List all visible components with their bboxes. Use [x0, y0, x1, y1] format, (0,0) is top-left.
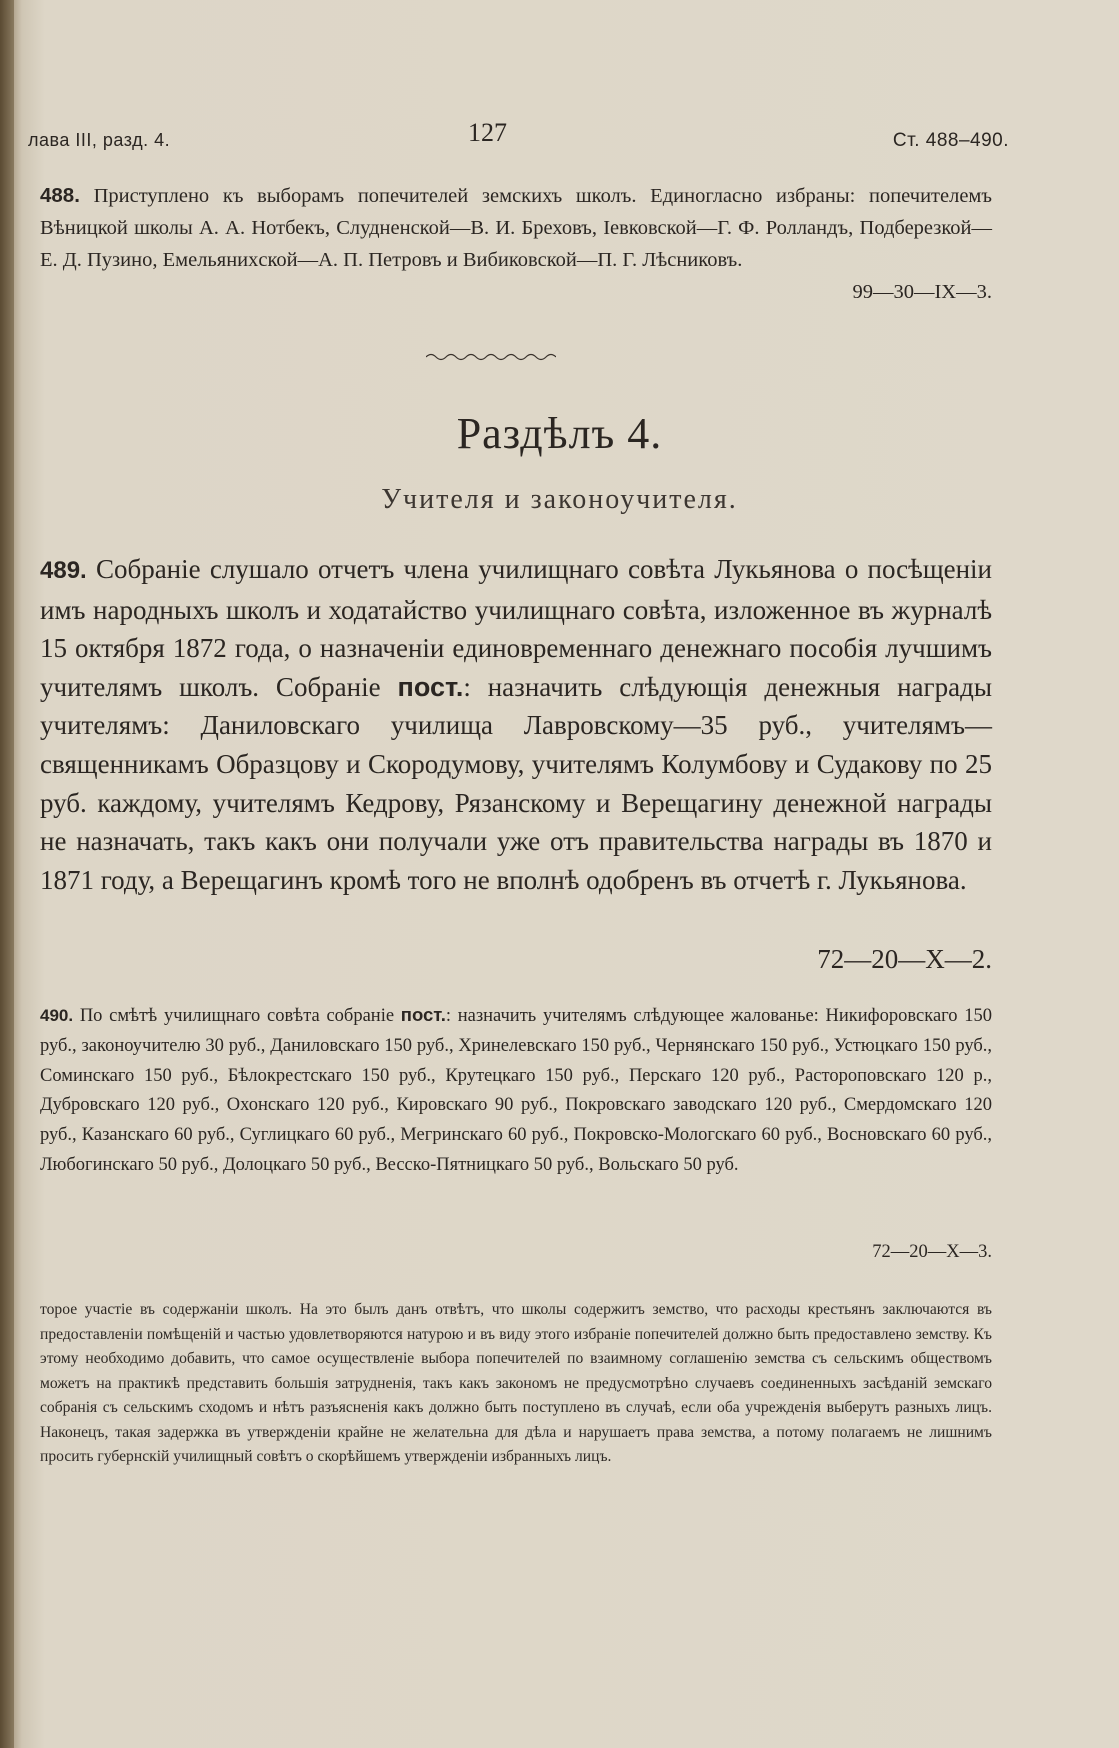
page-number: 127 [468, 118, 507, 147]
resolution-keyword: пост. [400, 1004, 446, 1025]
paragraph-text: Собраніе слушало отчетъ члена училищнаго совѣта Лукьянова о посѣщеніи имъ народныхъ школъ и ходатайство училищнаго совѣта, изложенное въ журналѣ 15 октября 1872 года, о назначеніи единовременнаго денежнаго пособія лучшимъ учителямъ школъ. Собраніе [40, 554, 992, 702]
paragraph-490 [40, 1000, 993, 1262]
paragraph-number: 490. [40, 1006, 74, 1025]
article-range: Ст. 488–490. [892, 130, 1009, 151]
paragraph-text: По смѣтѣ училищнаго совѣта собраніе [79, 1006, 401, 1026]
paragraph-489 [40, 550, 992, 974]
paragraph-number: 488. [40, 184, 80, 207]
paragraph-488 [40, 180, 993, 303]
paragraph-text: Приступлено къ выборамъ попечителей земскихъ школъ. Единогласно избраны: попечителемъ Вѣницкой школы А. А. Нотбекъ, Слудненской—В. И. Бреховъ, Іевковской—Г. Ф. Ролландъ, Подберезкой—Е. Д. Пузино, Емельяниxской—А. П. Петровъ и Вибиковской—П. Г. Лѣсниковъ. [40, 185, 993, 271]
reference-code: 72—20—X—3. [872, 1242, 992, 1262]
chapter-label: лава III, разд. 4. [28, 130, 171, 150]
section-title: Раздѣлъ 4. [456, 409, 663, 458]
section-subtitle: Учителя и законоучителя. [381, 484, 738, 515]
resolution-keyword: пост. [397, 671, 464, 702]
reference-code: 72—20—X—2. [817, 944, 992, 974]
book-spine-edge [0, 0, 14, 1748]
running-head [28, 118, 1009, 158]
paragraph-number: 489. [40, 557, 87, 584]
footnote: торое участіе въ содержаніи школъ. На это былъ данъ отвѣтъ, что школы содержитъ земство, что расходы крестьянъ заключаются въ предоставленіи помѣщеній и частью удовлетворяются натурою и въ виду этого избраніе попечителей должно быть предоставлено земству. Къ этому необходимо добавить, что самое осуществленіе выбора попечителей по взаимному соглашенію земства съ сельскимъ обществомъ можетъ на практикѣ представить большія затрудненія, такъ какъ закономъ не предусмотрѣно случаевъ соединенныхъ засѣданій земскаго собранія съ сельскимъ сходомъ и нѣтъ разъясненія какъ должно быть поступлено въ случаѣ, если оба учрежденія выберутъ разныхъ лицъ. Наконецъ, такая задержка въ утвержденіи крайне не желательна для дѣла и нарушаетъ права земства, а потому полагаемъ не лишнимъ просить губернскій училищный совѣтъ о скорѣйшемъ утвержденіи избранныхъ лицъ. [40, 1301, 992, 1465]
paragraph-text-cont: : назначить слѣдующія денежныя награды учителямъ: Даниловскаго училища Лавровскому—35 руб., учителямъ—священникамъ Образцову и Скородумову, учителямъ Колумбову и Судакову по 25 руб. каждому, учителямъ Кедрову, Рязанскому и Верещагину денежной награды не назначать, такъ какъ они получали уже отъ правительства награды въ 1870 и 1871 году, а Верещагинъ кромѣ того не вполнѣ одобренъ въ отчетѣ г. Лукьянова. [40, 671, 992, 895]
paragraph-text-cont: : назначить учителямъ слѣдующее жалованье: Никифоровскаго 150 руб., законоучителю 30 руб., Даниловскаго 150 руб., Хринелевскаго 150 руб., Чернянскаго 150 руб., Устюцкаго 150 руб., Соминскаго 150 руб., Бѣлокрестскаго 150 руб., Крутецкаго 150 руб., Перскаго 120 руб., Растороповскаго 120 р., Дубровскаго 120 руб., Охонскаго 120 руб., Кировскаго 90 руб., Покровскаго заводскаго 120 руб., Смердомскаго 120 руб., Казанскаго 60 руб., Суглицкаго 60 руб., Мегринскаго 60 руб., Покровско-Мологскаго 60 руб., Восновскаго 60 руб., Любогинскаго 50 руб., Долоцкаго 50 руб., Весско-Пятницкаго 50 руб., Вольскаго 50 руб. [40, 1006, 993, 1175]
reference-code: 99—30—IX—3. [852, 281, 992, 303]
ornament-divider [426, 352, 556, 362]
